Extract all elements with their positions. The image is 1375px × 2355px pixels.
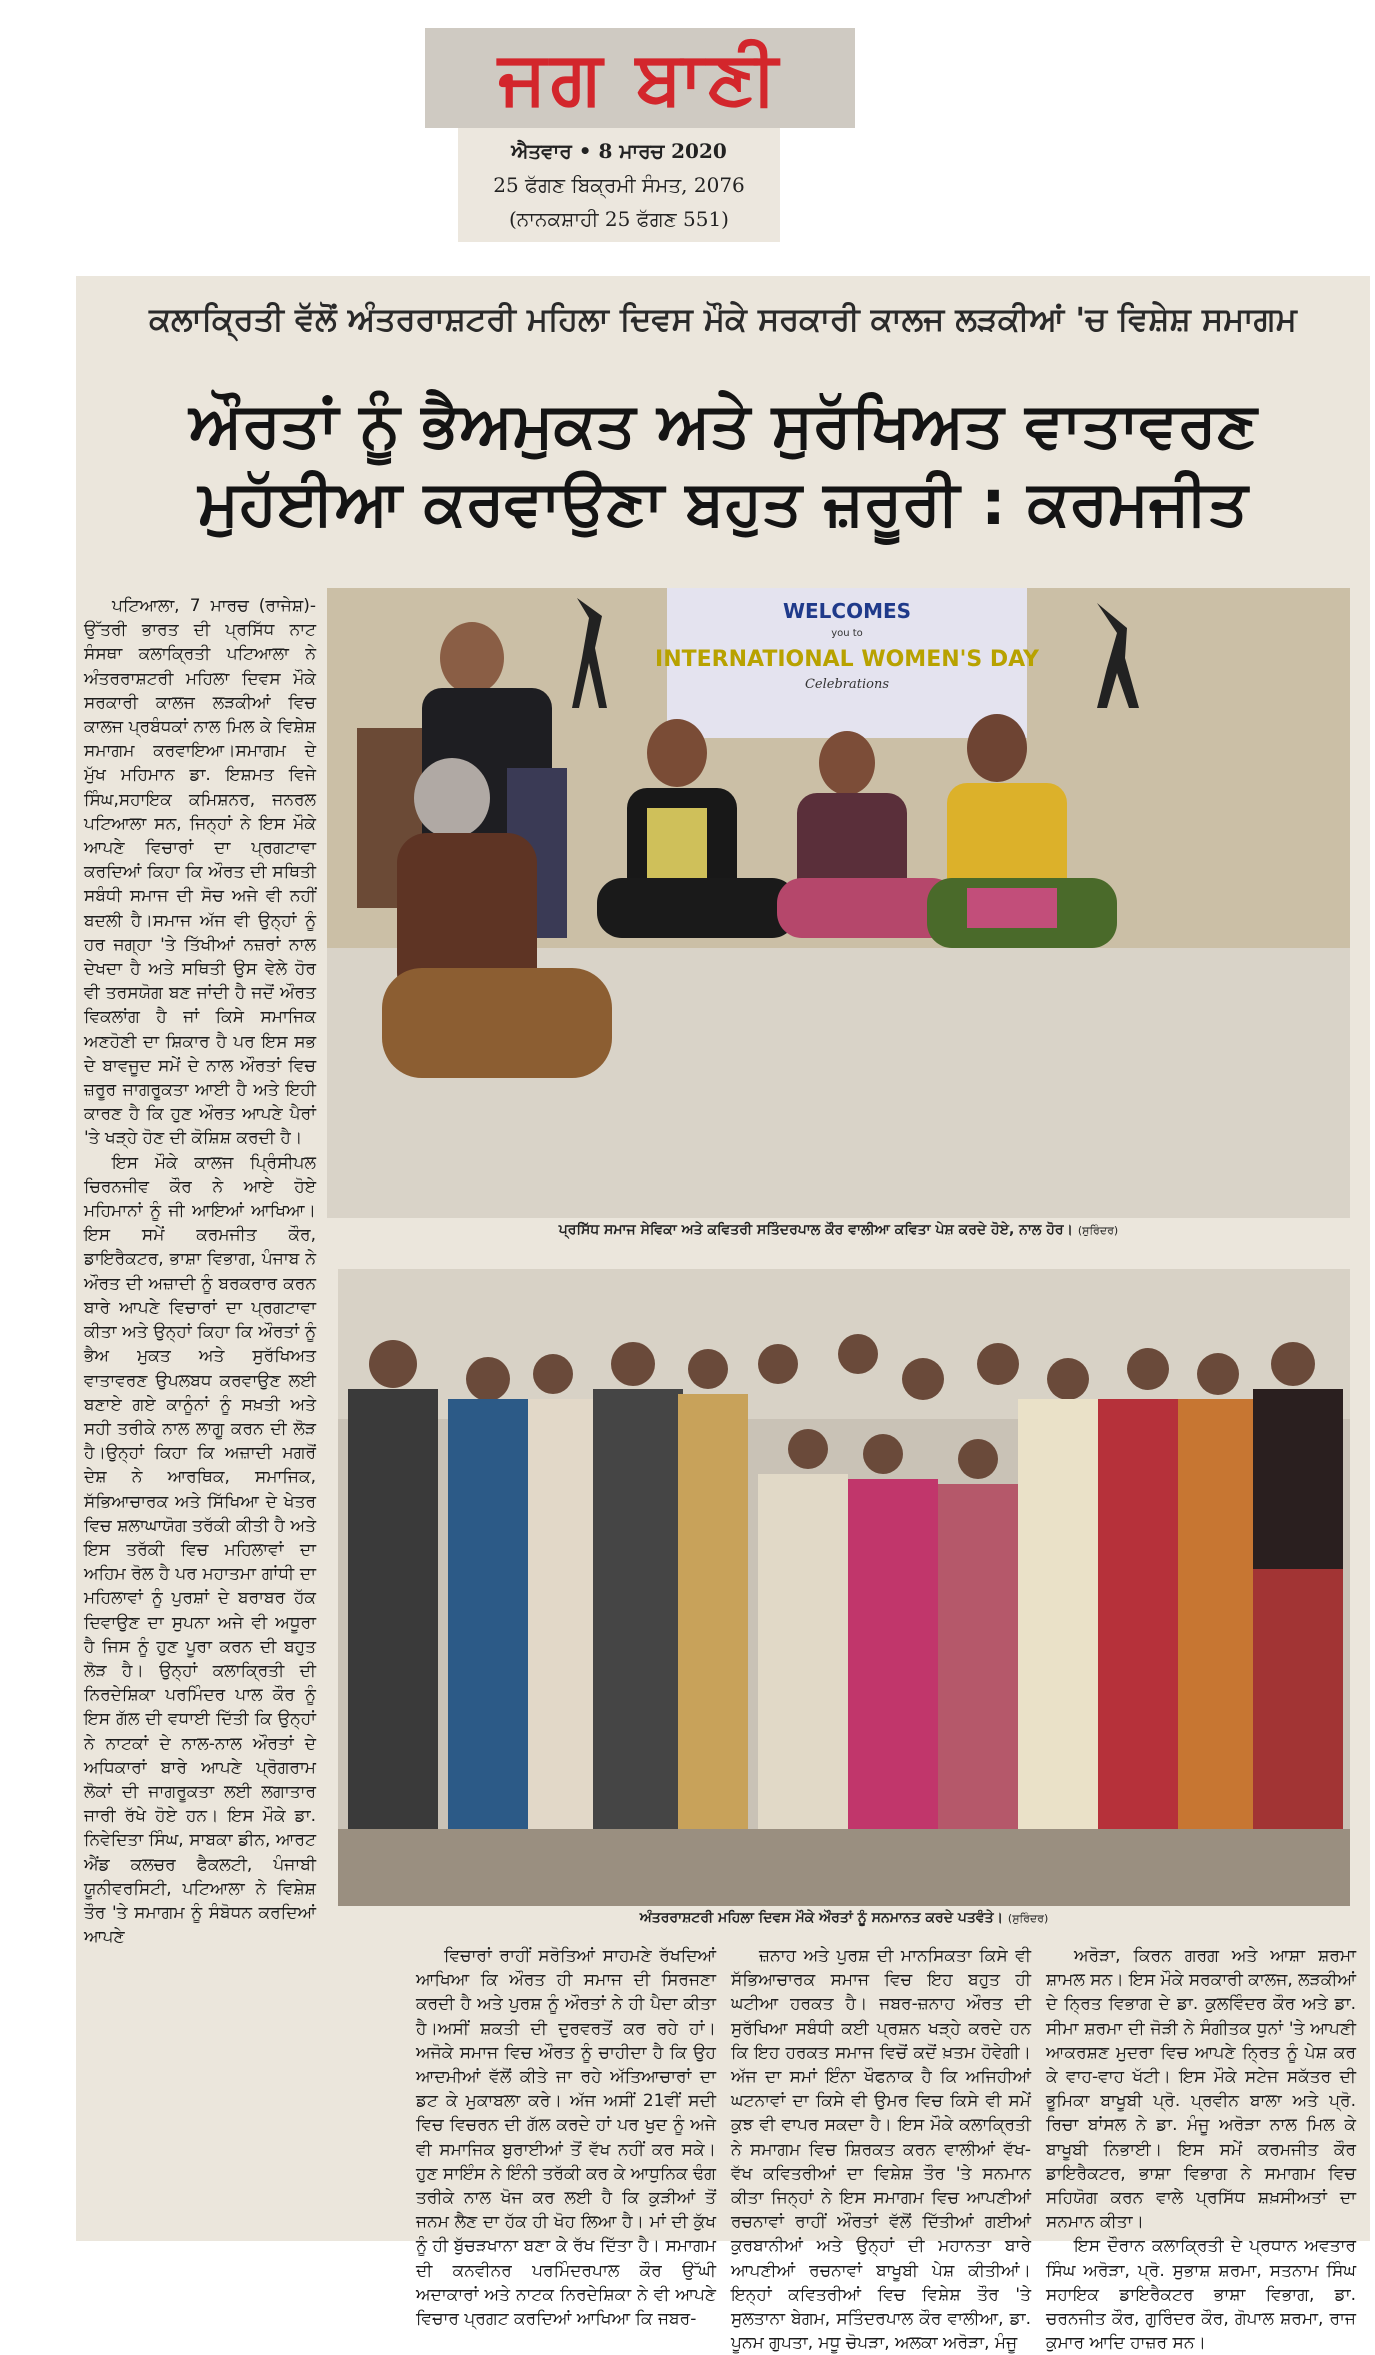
- banner-title: INTERNATIONAL WOMEN'S DAY: [655, 647, 1039, 672]
- banner-welcomes: WELCOMES: [782, 599, 912, 623]
- photo-caption-1: [327, 1222, 1350, 1238]
- caption-2-text: ਅੰਤਰਰਾਸ਼ਟਰੀ ਮਹਿਲਾ ਦਿਵਸ ਮੌਕੇ ਔਰਤਾਂ ਨੂੰ ਸਨਮਾਨਤ ਕਰਦੇ ਪਤਵੰਤੇ।: [639, 1910, 1004, 1926]
- caption-2-credit: (ਸੁਰਿੰਦਰ): [1007, 1912, 1049, 1925]
- bikrami-date-line: 25 ਫੱਗਣ ਬਿਕ੍ਰਮੀ ਸੰਮਤ, 2076: [493, 173, 745, 197]
- nanakshahi-date-line: (ਨਾਨਕਸ਼ਾਹੀ 25 ਫੱਗਣ 551): [508, 207, 729, 231]
- body-paragraph: ਵਿਚਾਰਾਂ ਰਾਹੀਂ ਸਰੋਤਿਆਂ ਸਾਹਮਣੇ ਰੱਖਦਿਆਂ ਆਖਿਆ ਕਿ ਔਰਤ ਹੀ ਸਮਾਜ ਦੀ ਸਿਰਜਣਾ ਕਰਦੀ ਹੈ ਅਤੇ ਪੁਰਸ਼ ਨੂੰ ਔਰਤਾਂ ਨੇ ਹੀ ਪੈਦਾ ਕੀਤਾ ਹੈ।ਅਸੀਂ ਸ਼ਕਤੀ ਦੀ ਦੁਰਵਰਤੋਂ ਕਰ ਰਹੇ ਹਾਂ। ਅਜੋਕੇ ਸਮਾਜ ਵਿਚ ਔਰਤ ਨੂੰ ਚਾਹੀਦਾ ਹੈ ਕਿ ਉਹ ਆਦਮੀਆਂ ਵੱਲੋਂ ਕੀਤੇ ਜਾ ਰਹੇ ਅੱਤਿਆਚਾਰਾਂ ਦਾ ਡਟ ਕੇ ਮੁਕਾਬਲਾ ਕਰੇ। ਅੱਜ ਅਸੀਂ 21ਵੀਂ ਸਦੀ ਵਿਚ ਵਿਚਰਨ ਦੀ ਗੱਲ ਕਰਦੇ ਹਾਂ ਪਰ ਖੁਦ ਨੂੰ ਅਜੇ ਵੀ ਸਮਾਜਿਕ ਬੁਰਾਈਆਂ ਤੋਂ ਵੱਖ ਨਹੀਂ ਕਰ ਸਕੇ। ਹੁਣ ਸਾਇੰਸ ਨੇ ਇੰਨੀ ਤਰੱਕੀ ਕਰ ਕੇ ਆਧੁਨਿਕ ਢੰਗ ਤਰੀਕੇ ਨਾਲ ਖੋਜ ਕਰ ਲਈ ਹੈ ਕਿ ਕੁੜੀਆਂ ਤੋਂ ਜਨਮ ਲੈਣ ਦਾ ਹੱਕ ਹੀ ਖੋਹ ਲਿਆ ਹੈ। ਮਾਂ ਦੀ ਕੁੱਖ ਨੂੰ ਹੀ ਬੁੱਚੜਖਾਨਾ ਬਣਾ ਕੇ ਰੱਖ ਦਿੱਤਾ ਹੈ। ਸਮਾਗਮ ਦੀ ਕਨਵੀਨਰ ਪਰਮਿੰਦਰਪਾਲ ਕੌਰ ਉੱਘੀ ਅਦਾਕਾਰਾਂ ਅਤੇ ਨਾਟਕ ਨਿਰਦੇਸ਼ਿਕਾ ਨੇ ਵੀ ਆਪਣੇ ਵਿਚਾਰ ਪ੍ਰਗਟ ਕਰਦਿਆਂ ਆਖਿਆ ਕਿ ਜਬਰ-: [416, 1946, 716, 2330]
- body-paragraph: ਜ਼ਨਾਹ ਅਤੇ ਪੁਰਸ਼ ਦੀ ਮਾਨਸਿਕਤਾ ਕਿਸੇ ਵੀ ਸੱਭਿਆਚਾਰਕ ਸਮਾਜ ਵਿਚ ਇਹ ਬਹੁਤ ਹੀ ਘਟੀਆ ਹਰਕਤ ਹੈ। ਜਬਰ-ਜ਼ਨਾਹ ਔਰਤ ਦੀ ਸੁਰੱਖਿਆ ਸਬੰਧੀ ਕਈ ਪ੍ਰਸ਼ਨ ਖੜ੍ਹੇ ਕਰਦੇ ਹਨ ਕਿ ਇਹ ਹਰਕਤ ਸਮਾਜ ਵਿਚੋਂ ਕਦੋਂ ਖ਼ਤਮ ਹੋਵੇਗੀ। ਅੱਜ ਦਾ ਸਮਾਂ ਇੰਨਾ ਖੌਫਨਾਕ ਹੈ ਕਿ ਅਜਿਹੀਆਂ ਘਟਨਾਵਾਂ ਦਾ ਕਿਸੇ ਵੀ ਉਮਰ ਵਿਚ ਕਿਸੇ ਵੀ ਸਮੇਂ ਕੁਝ ਵੀ ਵਾਪਰ ਸਕਦਾ ਹੈ। ਇਸ ਮੌਕੇ ਕਲਾਕ੍ਰਿਤੀ ਨੇ ਸਮਾਗਮ ਵਿਚ ਸ਼ਿਰਕਤ ਕਰਨ ਵਾਲੀਆਂ ਵੱਖ-ਵੱਖ ਕਵਿਤਰੀਆਂ ਦਾ ਵਿਸ਼ੇਸ਼ ਤੌਰ 'ਤੇ ਸਨਮਾਨ ਕੀਤਾ ਜਿਨ੍ਹਾਂ ਨੇ ਇਸ ਸਮਾਗਮ ਵਿਚ ਆਪਣੀਆਂ ਰਚਨਾਵਾਂ ਰਾਹੀਂ ਔਰਤਾਂ ਵੱਲੋਂ ਦਿੱਤੀਆਂ ਗਈਆਂ ਕੁਰਬਾਨੀਆਂ ਅਤੇ ਉਨ੍ਹਾਂ ਦੀ ਮਹਾਨਤਾ ਬਾਰੇ ਆਪਣੀਆਂ ਰਚਨਾਵਾਂ ਬਾਖੂਬੀ ਪੇਸ਼ ਕੀਤੀਆਂ। ਇਨ੍ਹਾਂ ਕਵਿਤਰੀਆਂ ਵਿਚ ਵਿਸ਼ੇਸ਼ ਤੌਰ 'ਤੇ ਸੁਲਤਾਨਾ ਬੇਗਮ, ਸਤਿੰਦਰਪਾਲ ਕੌਰ ਵਾਲੀਆ, ਡਾ. ਪੂਨਮ ਗੁਪਤਾ, ਮਧੂ ਚੋਪੜਾ, ਅਲਕਾ ਅਰੋੜਾ, ਮੰਜੂ: [731, 1946, 1031, 2354]
- logo-text: ਜਗ ਬਾਣੀ: [498, 35, 782, 121]
- article-column-4: [1046, 1944, 1356, 2354]
- headline-line-1: ਔਰਤਾਂ ਨੂੰ ਭੈਅਮੁਕਤ ਅਤੇ ਸੁਰੱਖਿਅਤ ਵਾਤਾਵਰਣ: [189, 388, 1257, 461]
- caption-1-credit: (ਸੁਰਿੰਦਰ): [1077, 1224, 1119, 1237]
- date-line: ਐਤਵਾਰ • 8 ਮਾਰਚ 2020: [511, 139, 727, 163]
- body-paragraph: ਅਰੋੜਾ, ਕਿਰਨ ਗਰਗ ਅਤੇ ਆਸ਼ਾ ਸ਼ਰਮਾ ਸ਼ਾਮਲ ਸਨ। ਇਸ ਮੌਕੇ ਸਰਕਾਰੀ ਕਾਲਜ, ਲੜਕੀਆਂ ਦੇ ਨ੍ਰਿਤ ਵਿਭਾਗ ਦੇ ਡਾ. ਕੁਲਵਿੰਦਰ ਕੌਰ ਅਤੇ ਡਾ. ਸੀਮਾ ਸ਼ਰਮਾ ਦੀ ਜੋੜੀ ਨੇ ਸੰਗੀਤਕ ਧੁਨਾਂ 'ਤੇ ਆਪਣੀ ਆਕਰਸ਼ਣ ਮੁਦਰਾ ਵਿਚ ਆਪਣੇ ਨ੍ਰਿਤ ਨੂੰ ਪੇਸ਼ ਕਰ ਕੇ ਵਾਹ-ਵਾਹ ਖੱਟੀ। ਇਸ ਮੌਕੇ ਸਟੇਜ ਸਕੱਤਰ ਦੀ ਭੂਮਿਕਾ ਬਾਖੂਬੀ ਪ੍ਰੋ. ਪ੍ਰਵੀਨ ਬਾਲਾ ਅਤੇ ਪ੍ਰੋ. ਰਿਚਾ ਬਾਂਸਲ ਨੇ ਡਾ. ਮੰਜੂ ਅਰੋੜਾ ਨਾਲ ਮਿਲ ਕੇ ਬਾਖੂਬੀ ਨਿਭਾਈ। ਇਸ ਸਮੇਂ ਕਰਮਜੀਤ ਕੌਰ ਡਾਇਰੈਕਟਰ, ਭਾਸ਼ਾ ਵਿਭਾਗ ਨੇ ਸਮਾਗਮ ਵਿਚ ਸਹਿਯੋਗ ਕਰਨ ਵਾਲੇ ਪ੍ਰਸਿੱਧ ਸ਼ਖ਼ਸੀਅਤਾਂ ਦਾ ਸਨਮਾਨ ਕੀਤਾ।: [1046, 1946, 1356, 2233]
- kicker: ਕਲਾਕ੍ਰਿਤੀ ਵੱਲੋਂ ਅੰਤਰਰਾਸ਼ਟਰੀ ਮਹਿਲਾ ਦਿਵਸ ਮੌਕੇ ਸਰਕਾਰੀ ਕਾਲਜ ਲੜਕੀਆਂ 'ਚ ਵਿਸ਼ੇਸ਼ ਸਮਾਗਮ: [149, 300, 1297, 338]
- body-paragraph: ਇਸ ਦੌਰਾਨ ਕਲਾਕ੍ਰਿਤੀ ਦੇ ਪ੍ਰਧਾਨ ਅਵਤਾਰ ਸਿੰਘ ਅਰੋੜਾ, ਪ੍ਰੋ. ਸੁਭਾਸ਼ ਸ਼ਰਮਾ, ਸਤਨਾਮ ਸਿੰਘ ਸਹਾਇਕ ਡਾਇਰੈਕਟਰ ਭਾਸ਼ਾ ਵਿਭਾਗ, ਡਾ. ਚਰਨਜੀਤ ਕੌਰ, ਗੁਰਿੰਦਰ ਕੌਰ, ਗੋਪਾਲ ਸ਼ਰਮਾ, ਰਾਜ ਕੁਮਾਰ ਆਦਿ ਹਾਜ਼ਰ ਸਨ।: [1046, 2236, 1356, 2354]
- body-paragraph: ਪਟਿਆਲਾ, 7 ਮਾਰਚ (ਰਾਜੇਸ਼)-ਉੱਤਰੀ ਭਾਰਤ ਦੀ ਪ੍ਰਸਿੱਧ ਨਾਟ ਸੰਸਥਾ ਕਲਾਕ੍ਰਿਤੀ ਪਟਿਆਲਾ ਨੇ ਅੰਤਰਰਾਸ਼ਟਰੀ ਮਹਿਲਾ ਦਿਵਸ ਮੌਕੇ ਸਰਕਾਰੀ ਕਾਲਜ ਲੜਕੀਆਂ ਵਿਚ ਕਾਲਜ ਪ੍ਰਬੰਧਕਾਂ ਨਾਲ ਮਿਲ ਕੇ ਵਿਸ਼ੇਸ਼ ਸਮਾਗਮ ਕਰਵਾਇਆ।ਸਮਾਗਮ ਦੇ ਮੁੱਖ ਮਹਿਮਾਨ ਡਾ. ਇਸ਼ਮਤ ਵਿਜੇ ਸਿੰਘ,ਸਹਾਇਕ ਕਮਿਸ਼ਨਰ, ਜਨਰਲ ਪਟਿਆਲਾ ਸਨ, ਜਿਨ੍ਹਾਂ ਨੇ ਇਸ ਮੌਕੇ ਆਪਣੇ ਵਿਚਾਰਾਂ ਦਾ ਪ੍ਰਗਟਾਵਾ ਕਰਦਿਆਂ ਕਿਹਾ ਕਿ ਔਰਤ ਦੀ ਸਥਿਤੀ ਸਬੰਧੀ ਸਮਾਜ ਦੀ ਸੋਚ ਅਜੇ ਵੀ ਨਹੀਂ ਬਦਲੀ ਹੈ।ਸਮਾਜ ਅੱਜ ਵੀ ਉਨ੍ਹਾਂ ਨੂੰ ਹਰ ਜਗ੍ਹਾ 'ਤੇ ਤਿੱਖੀਆਂ ਨਜ਼ਰਾਂ ਨਾਲ ਦੇਖਦਾ ਹੈ ਅਤੇ ਸਥਿਤੀ ਉਸ ਵੇਲੇ ਹੋਰ ਵੀ ਤਰਸਯੋਗ ਬਣ ਜਾਂਦੀ ਹੈ ਜਦੋਂ ਔਰਤ ਵਿਕਲਾਂਗ ਹੈ ਜਾਂ ਕਿਸੇ ਸਮਾਜਿਕ ਅਣਹੋਣੀ ਦਾ ਸ਼ਿਕਾਰ ਹੈ ਪਰ ਇਸ ਸਭ ਦੇ ਬਾਵਜੂਦ ਸਮੇਂ ਦੇ ਨਾਲ ਔਰਤਾਂ ਵਿਚ ਜ਼ਰੂਰ ਜਾਗਰੂਕਤਾ ਆਈ ਹੈ ਅਤੇ ਇਹੀ ਕਾਰਣ ਹੈ ਕਿ ਹੁਣ ਔਰਤ ਆਪਣੇ ਪੈਰਾਂ 'ਤੇ ਖੜ੍ਹੇ ਹੋਣ ਦੀ ਕੋਸ਼ਿਸ਼ ਕਰਦੀ ਹੈ।: [84, 596, 316, 1149]
- article-column-left: [84, 594, 316, 2234]
- news-clipping: [76, 276, 1370, 2354]
- newspaper-logo: [425, 28, 855, 128]
- article-column-3: [731, 1944, 1031, 2354]
- body-paragraph: ਇਸ ਮੌਕੇ ਕਾਲਜ ਪ੍ਰਿੰਸੀਪਲ ਚਿਰਨਜੀਵ ਕੌਰ ਨੇ ਆਏ ਹੋਏ ਮਹਿਮਾਨਾਂ ਨੂੰ ਜੀ ਆਇਆਂ ਆਖਿਆ। ਇਸ ਸਮੇਂ ਕਰਮਜੀਤ ਕੌਰ, ਡਾਇਰੈਕਟਰ, ਭਾਸ਼ਾ ਵਿਭਾਗ, ਪੰਜਾਬ ਨੇ ਔਰਤ ਦੀ ਅਜ਼ਾਦੀ ਨੂੰ ਬਰਕਰਾਰ ਕਰਨ ਬਾਰੇ ਆਪਣੇ ਵਿਚਾਰਾਂ ਦਾ ਪ੍ਰਗਟਾਵਾ ਕੀਤਾ ਅਤੇ ਉਨ੍ਹਾਂ ਕਿਹਾ ਕਿ ਔਰਤਾਂ ਨੂੰ ਭੈਅ ਮੁਕਤ ਅਤੇ ਸੁਰੱਖਿਅਤ ਵਾਤਾਵਰਣ ਉਪਲਬਧ ਕਰਵਾਉਣ ਲਈ ਬਣਾਏ ਗਏ ਕਾਨੂੰਨਾਂ ਨੂੰ ਸਖ਼ਤੀ ਅਤੇ ਸਹੀ ਤਰੀਕੇ ਨਾਲ ਲਾਗੂ ਕਰਨ ਦੀ ਲੋੜ ਹੈ।ਉਨ੍ਹਾਂ ਕਿਹਾ ਕਿ ਅਜ਼ਾਦੀ ਮਗਰੋਂ ਦੇਸ਼ ਨੇ ਆਰਥਿਕ, ਸਮਾਜਿਕ, ਸੱਭਿਆਚਾਰਕ ਅਤੇ ਸਿੱਖਿਆ ਦੇ ਖੇਤਰ ਵਿਚ ਸ਼ਲਾਘਾਯੋਗ ਤਰੱਕੀ ਕੀਤੀ ਹੈ ਅਤੇ ਇਸ ਤਰੱਕੀ ਵਿਚ ਮਹਿਲਾਵਾਂ ਦਾ ਅਹਿਮ ਰੋਲ ਹੈ ਪਰ ਮਹਾਤਮਾ ਗਾਂਧੀ ਦਾ ਮਹਿਲਾਵਾਂ ਨੂੰ ਪੁਰਸ਼ਾਂ ਦੇ ਬਰਾਬਰ ਹੱਕ ਦਿਵਾਉਣ ਦਾ ਸੁਪਨਾ ਅਜੇ ਵੀ ਅਧੂਰਾ ਹੈ ਜਿਸ ਨੂੰ ਹੁਣ ਪੂਰਾ ਕਰਨ ਦੀ ਬਹੁਤ ਲੋੜ ਹੈ। ਉਨ੍ਹਾਂ ਕਲਾਕ੍ਰਿਤੀ ਦੀ ਨਿਰਦੇਸ਼ਿਕਾ ਪਰਮਿੰਦਰ ਪਾਲ ਕੌਰ ਨੂੰ ਇਸ ਗੱਲ ਦੀ ਵਧਾਈ ਦਿੱਤੀ ਕਿ ਉਨ੍ਹਾਂ ਨੇ ਨਾਟਕਾਂ ਦੇ ਨਾਲ-ਨਾਲ ਔਰਤਾਂ ਦੇ ਅਧਿਕਾਰਾਂ ਬਾਰੇ ਆਪਣੇ ਪ੍ਰੋਗਰਾਮ ਲੋਕਾਂ ਦੀ ਜਾਗਰੂਕਤਾ ਲਈ ਲਗਾਤਾਰ ਜਾਰੀ ਰੱਖੇ ਹੋਏ ਹਨ। ਇਸ ਮੌਕੇ ਡਾ. ਨਿਵੇਦਿਤਾ ਸਿੰਘ, ਸਾਬਕਾ ਡੀਨ, ਆਰਟ ਐਂਡ ਕਲਚਰ ਫੈਕਲਟੀ, ਪੰਜਾਬੀ ਯੂਨੀਵਰਸਿਟੀ, ਪਟਿਆਲਾ ਨੇ ਵਿਸ਼ੇਸ਼ ਤੌਰ 'ਤੇ ਸਮਾਗਮ ਨੂੰ ਸੰਬੋਧਨ ਕਰਦਿਆਂ ਆਪਣੇ: [84, 1152, 316, 1948]
- date-block: [458, 128, 780, 242]
- banner-you-to: you to: [831, 628, 863, 639]
- headline-line-2: ਮੁਹੱਈਆ ਕਰਵਾਉਣਾ ਬਹੁਤ ਜ਼ਰੂਰੀ : ਕਰਮਜੀਤ: [198, 466, 1248, 539]
- banner-celebrations: Celebrations: [804, 677, 890, 692]
- event-photo-poetry: [327, 588, 1350, 1218]
- event-photo-honouring: [338, 1269, 1350, 1906]
- article-column-2: [416, 1944, 716, 2330]
- photo-poetry-illustration: [327, 588, 1350, 1218]
- caption-1-text: ਪ੍ਰਸਿੱਧ ਸਮਾਜ ਸੇਵਿਕਾ ਅਤੇ ਕਵਿਤਰੀ ਸਤਿੰਦਰਪਾਲ ਕੌਰ ਵਾਲੀਆ ਕਵਿਤਾ ਪੇਸ਼ ਕਰਦੇ ਹੋਏ, ਨਾਲ ਹੋਰ।: [558, 1222, 1073, 1238]
- photo-group-illustration: [338, 1269, 1350, 1906]
- photo-caption-2: [338, 1910, 1350, 1926]
- headline: [86, 386, 1360, 542]
